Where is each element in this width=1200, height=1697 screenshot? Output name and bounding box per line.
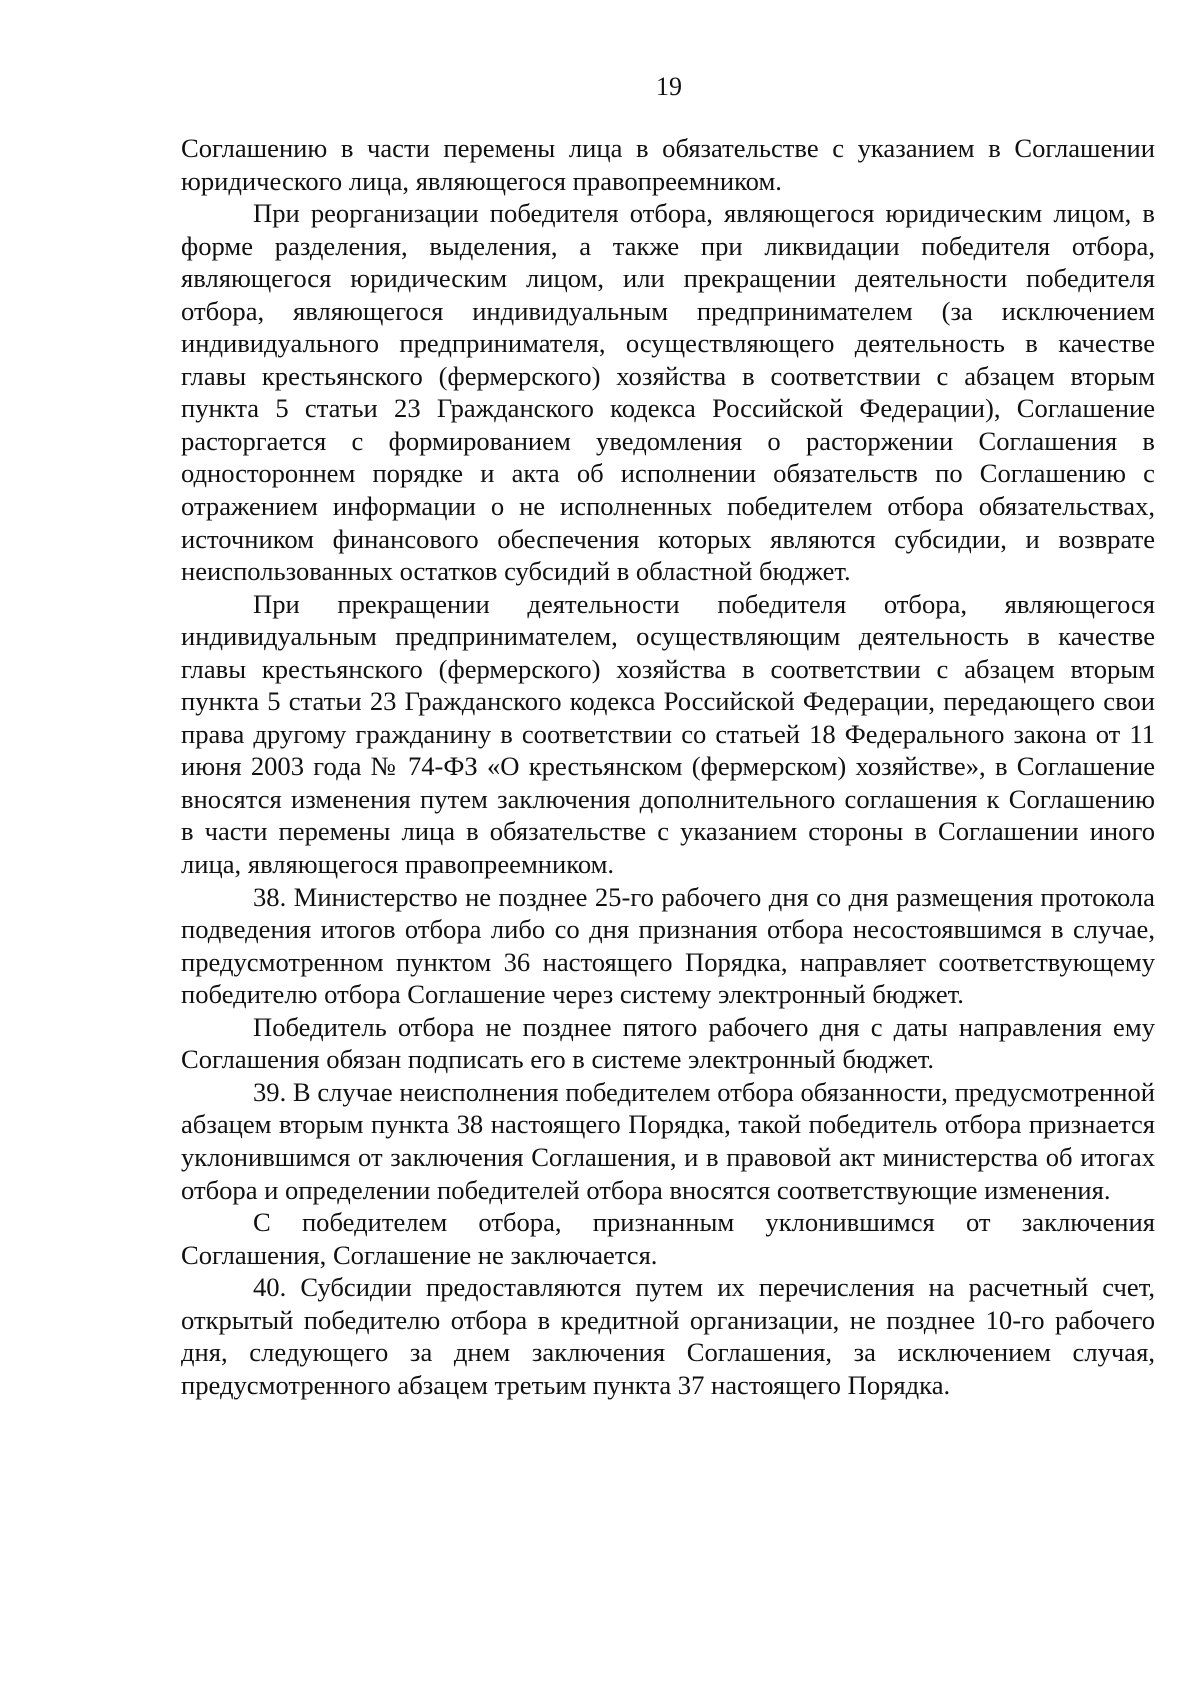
paragraph-reorganization: При реорганизации победителя отбора, являющегося юридическим лицом, в форме разделения, выделения, а также при ликвидации победителя отбора, являющегося юридическим лицом, или прекращении деятельности победителя отбора, являющегося индивидуальным предпринимателем (за исключением индивидуального предпринимателя, осуществляющего деятельность в качестве главы крестьянского (фермерского) хозяйства в соответствии с абзацем вторым пункта 5 статьи 23 Гражданского кодекса Российской Федерации), Соглашение расторгается с формированием уведомления о расторжении Соглашения в одностороннем порядке и акта об исполнении обязательств по Соглашению с отражением информации о не исполненных победителем отбора обязательствах, источником финансового обеспечения которых являются субсидии, и возврате неиспользованных остатков субсидий в областной бюджет. bbox=[181, 198, 1155, 587]
paragraph-termination-farmer: При прекращении деятельности победителя отбора, являющегося индивидуальным предпринимателем, осуществляющим деятельность в качестве главы крестьянского (фермерского) хозяйства в соответствии с абзацем вторым пункта 5 статьи 23 Гражданского кодекса Российской Федерации, передающего свои права другому гражданину в соответствии со статьей 18 Федерального закона от 11 июня 2003 года № 74-ФЗ «О крестьянском (фермерском) хозяйстве», в Соглашение вносятся изменения путем заключения дополнительного соглашения к Соглашению в части перемены лица в обязательстве с указанием стороны в Соглашении иного лица, являющегося правопреемником. bbox=[181, 588, 1155, 880]
paragraph-clause-40: 40. Субсидии предоставляются путем их перечисления на расчетный счет, открытый победителю отбора в кредитной организации, не позднее 10-го рабочего дня, следующего за днем заключения Соглашения, за исключением случая, предусмотренного абзацем третьим пункта 37 настоящего Порядка. bbox=[181, 1272, 1155, 1400]
page-number: 19 bbox=[656, 72, 682, 101]
paragraph-clause-39: 39. В случае неисполнения победителем отбора обязанности, предусмотренной абзацем вторым пункта 38 настоящего Порядка, такой победитель отбора признается уклонившимся от заключения Соглашения, и в правовой акт министерства об итогах отбора и определении победителей отбора вносятся соответствующие изменения. bbox=[181, 1076, 1155, 1205]
paragraph-no-agreement: С победителем отбора, признанным уклонившимся от заключения Соглашения, Соглашение не заключается. bbox=[181, 1207, 1155, 1270]
paragraph-clause-38: 38. Министерство не позднее 25-го рабочего дня со дня размещения протокола подведения итогов отбора либо со дня признания отбора несостоявшимся в случае, предусмотренном пунктом 36 настоящего Порядка, направляет соответствующему победителю отбора Соглашение через систему электронный бюджет. bbox=[181, 881, 1155, 1010]
document-body bbox=[181, 132, 1155, 1401]
paragraph-winner-signing: Победитель отбора не позднее пятого рабочего дня с даты направления ему Соглашения обязан подписать его в системе электронный бюджет. bbox=[181, 1011, 1155, 1075]
paragraph-continuation: Соглашению в части перемены лица в обязательстве с указанием в Соглашении юридического лица, являющегося правопреемником. bbox=[181, 133, 1155, 196]
